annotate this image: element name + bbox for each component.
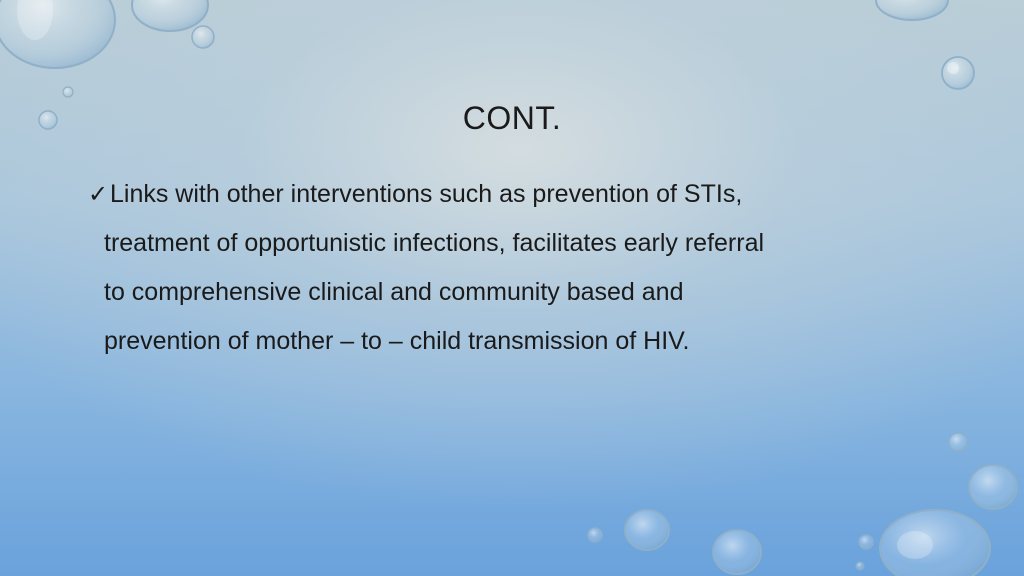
bullet-line-3: to comprehensive clinical and community based and — [104, 278, 684, 306]
droplet-group-top-right — [876, 0, 974, 89]
bullet-item — [88, 170, 958, 366]
droplet-group-bottom-right — [588, 433, 1017, 576]
slide-title: CONT. — [462, 100, 562, 136]
bullet-line-1 — [88, 170, 958, 219]
bullet-text-line-1: Links with other interventions such as prevention of STIs, — [110, 180, 743, 208]
bullet-line-4: prevention of mother – to – child transmission of HIV. — [104, 327, 690, 355]
bullet-line-2: treatment of opportunistic infections, facilitates early referral — [104, 229, 765, 257]
checkmark-icon: ✓ — [88, 181, 109, 208]
